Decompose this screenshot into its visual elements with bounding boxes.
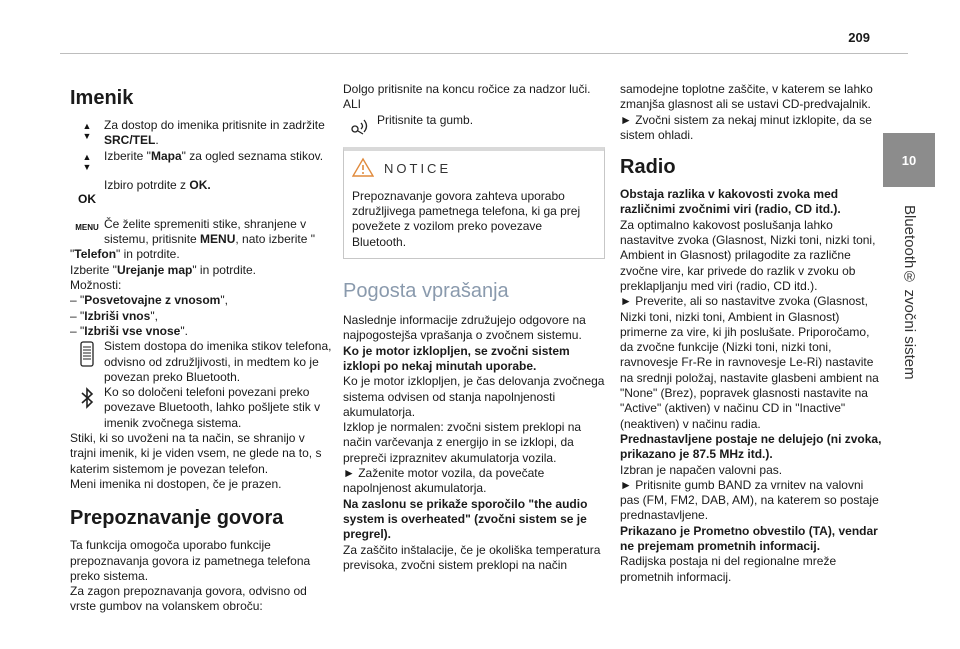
text: Izbiro potrdite z	[104, 177, 190, 192]
text: , nato izberite "	[235, 232, 316, 247]
mapa-label: Mapa	[150, 148, 182, 163]
answer-1-1: Ko je motor izklopljen, je čas delovanja zvočnega sistema odvisen od stanja napolnjenosti akumulatorja.	[343, 374, 605, 419]
prazen-text: Meni imenika ni dostopen, če je prazen.	[70, 476, 282, 491]
voice-button-row	[343, 113, 605, 135]
up-down-arrows-icon: ▲ ▼	[82, 151, 92, 172]
text: " in potrdite.	[116, 247, 180, 262]
radio-answer-2-1: Izbran je napačen valovni pas.	[620, 462, 783, 477]
ok-icon: OK	[78, 191, 96, 206]
phone-book-icon	[70, 339, 104, 367]
radio-question-2: Prednastavljene postaje ne delujejo (ni zvoka, prikazano je 87.5 MHz itd.).	[620, 431, 882, 462]
faq-heading: Pogosta vprašanja	[343, 280, 509, 303]
continued-text: samodejne toplotne zaščite, v katerem se lahko zmanjša glasnost ali se ustavi CD-predvajalnik.	[620, 82, 873, 112]
stiki-text: Stiki, ki so uvoženi na ta način, se shranijo v trajni imenik, ki je viden vsem, ne glede na to, s katerim sistemom je povezan telefon.	[70, 431, 322, 476]
page-number: 209	[848, 30, 870, 45]
urejanje-line	[70, 263, 332, 278]
text: .	[155, 133, 159, 148]
menu-icon: MENU	[75, 222, 99, 232]
option-label: Izbriši vnos	[84, 308, 151, 323]
urejanje-label: Urejanje map	[116, 262, 193, 277]
prepoznavanje-text-2: Za zagon prepoznavanja govora, odvisno od vrste gumbov na volanskem obroču:	[70, 584, 307, 614]
text: Če želite spremeniti stike, shranjene v sistemu, pritisnite	[104, 216, 307, 247]
ok-row	[70, 178, 332, 207]
column-1	[70, 82, 332, 615]
bluetooth-icon	[70, 385, 104, 409]
option-1	[70, 293, 332, 308]
text: ",	[150, 308, 158, 323]
faq-intro: Naslednje informacije združujejo odgovore na najpogostejša vprašanja o zvočnem sistemu.	[343, 313, 586, 343]
dolgo-text: Dolgo pritisnite na koncu ročice za nadzor luči.	[343, 82, 591, 96]
voice-command-icon	[343, 113, 377, 135]
radio-answer-2-2: ► Pritisnite gumb BAND za vrnitev na valovni pas (FM, FM2, DAB, AM), na katerem so postaje prednastavljene.	[620, 477, 879, 523]
column-3	[620, 82, 882, 585]
radio-question-1: Obstaja razlika v kakovosti zvoka med različnimi zvočnimi viri (radio, CD itd.).	[620, 187, 841, 217]
text: – "	[70, 308, 85, 323]
telefon-line: "Telefon" in potrdite.	[70, 247, 180, 262]
ali-text: ALI	[343, 97, 362, 112]
notice-header	[352, 157, 596, 181]
ok-label: OK.	[189, 177, 211, 192]
radio-heading: Radio	[620, 156, 676, 179]
menu-row	[70, 217, 332, 248]
chapter-title: Bluetooth® zvočni sistem	[901, 205, 918, 380]
menu-label: MENU	[200, 232, 236, 247]
arrows-row-2	[70, 149, 332, 172]
text: ".	[180, 323, 188, 338]
radio-answer-1-2: ► Preverite, ali so nastavitve zvoka (Glasnost, Nizki toni, nizki toni, Ambient in Glasnost) primerne za vire, ki jih poslušate. Priporočamo, da zvočne funkcije (Nizki toni, nizki toni, ravnovesje Fr-Re in ravnovesje Le-Ri) nastavite na srednji položaj, nastavite glasbeni ambient na "None" (Brez), popravek glasnosti nastavite na "Active" (aktiven) v načinu CD in "Inactive" (neaktiven) v načinu radia.	[620, 294, 879, 431]
option-label: Posvetovajne z vnosom	[84, 293, 221, 308]
text: Izberite "	[70, 262, 117, 277]
notice-text: Prepoznavanje govora zahteva uporabo združljivega pametnega telefona, ki ga prej povežete z vozilom preko povezave Bluetooth.	[352, 188, 581, 249]
text: Izberite "	[104, 148, 151, 163]
radio-question-3: Prikazano je Prometno obvestilo (TA), vendar ne prejemam prometnih informacij.	[620, 523, 878, 554]
radio-answer-1-1: Za optimalno kakovost poslušanja lahko nastavitve zvoka (Glasnost, Nizki toni, nizki toni, Ambient in Glasnost) prilagodite za različne zvočne vire, kar privede do razlik v zvoku ob preklapljanju med viri (radio, CD itd.).	[620, 217, 876, 293]
answer-2-1: Za zaščito inštalacije, če je okoliška temperatura previsoka, zvočni sistem preklopi na način	[343, 542, 601, 572]
moznosti-line: Možnosti:	[70, 278, 122, 293]
text: " za ogled seznama stikov.	[181, 148, 324, 163]
src-tel-label: SRC/TEL	[104, 133, 156, 148]
telefon-label: Telefon	[74, 247, 117, 262]
answer-1-2: Izklop je normalen: zvočni sistem preklopi na način varčevanja z energijo in se izklopi, da prepreči izpraznitev akumulatorja vozila.	[343, 420, 582, 465]
option-label: Izbriši vse vnose	[84, 323, 181, 338]
phone-text: Sistem dostopa do imenika stikov telefona, odvisno od združljivosti, in medtem ko je povezan preko Bluetooth.	[104, 339, 332, 384]
up-down-arrows-icon: ▲ ▼	[82, 121, 92, 141]
option-3	[70, 324, 332, 339]
notice-title: NOTICE	[384, 161, 452, 177]
text: – "	[70, 323, 85, 338]
radio-answer-3-1: Radijska postaja ni del regionalne mreže prometnih informacij.	[620, 554, 837, 584]
question-2: Na zaslonu se prikaže sporočilo "the audio system is overheated" (zvočni sistem se je pregrel).	[343, 496, 588, 542]
chapter-number-tab: 10	[883, 133, 935, 187]
text: ",	[220, 293, 228, 308]
text: – "	[70, 293, 85, 308]
option-2	[70, 309, 332, 324]
notice-box	[343, 147, 605, 259]
prepoznavanje-text-1: Ta funkcija omogoča uporabo funkcije prepoznavanja govora iz pametnega telefona preko sistema.	[70, 538, 311, 583]
phone-row	[70, 339, 332, 385]
arrows-row-1	[70, 118, 332, 149]
prepoznavanje-heading: Prepoznavanje govora	[70, 507, 284, 530]
bluetooth-row	[70, 385, 332, 431]
text: Za dostop do imenika pritisnite in zadržite	[104, 118, 325, 132]
header-rule	[60, 53, 908, 54]
continued-arrow: ► Zvočni sistem za nekaj minut izklopite, da se sistem ohladi.	[620, 112, 872, 142]
answer-1-3: ► Zaženite motor vozila, da povečate napolnjenost akumulatorja.	[343, 466, 545, 496]
question-1: Ko je motor izklopljen, se zvočni sistem izklopi po nekaj minutah uporabe.	[343, 343, 570, 373]
bluetooth-text: Ko so določeni telefoni povezani preko povezave Bluetooth, lahko pošljete stik v imenik zvočnega sistema.	[104, 385, 321, 430]
imenik-heading: Imenik	[70, 87, 134, 109]
column-2	[343, 82, 605, 573]
text: " in potrdite.	[192, 262, 256, 277]
warning-triangle-icon	[352, 157, 374, 181]
gumb-text: Pritisnite ta gumb.	[377, 112, 474, 127]
